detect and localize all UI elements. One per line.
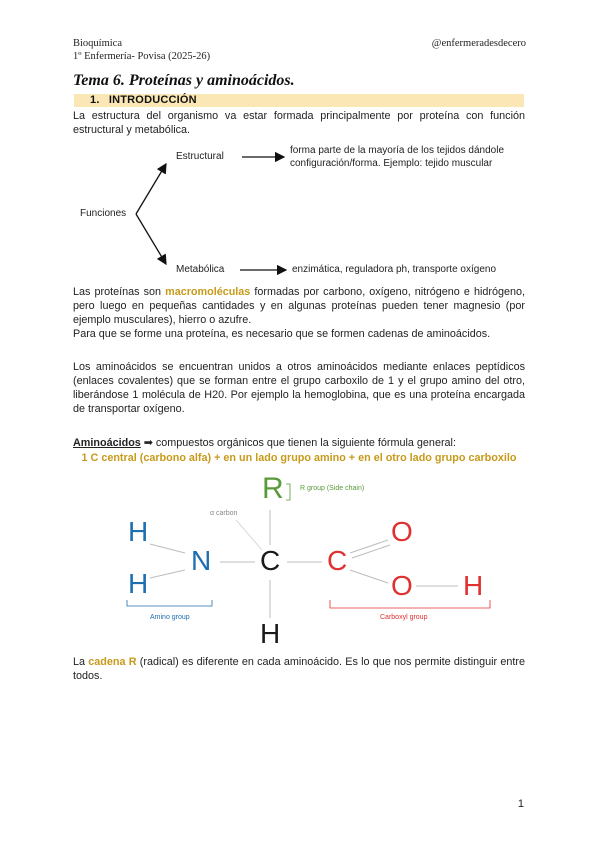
atom-h-bottom: H	[260, 618, 281, 649]
atom-o-bottom: O	[391, 570, 413, 601]
atom-c-alpha: C	[260, 545, 281, 576]
proteins-line2: Para que se forme una proteína, es necesario que se formen cadenas de aminoácidos.	[73, 328, 491, 340]
atom-h-top-left: H	[128, 516, 149, 547]
cadena-r-paragraph	[73, 655, 525, 683]
intro-paragraph: La estructura del organismo va estar formada principalmente por proteína con función estructural y metabólica.	[73, 110, 525, 136]
diagram-estructural-desc-1: forma parte de la mayoría de los tejidos dándole	[290, 145, 505, 156]
atom-r: R	[262, 472, 284, 505]
amino-group-label: Amino group	[150, 614, 190, 621]
bond-c-o-double-1	[350, 540, 388, 553]
diagram-metabolica-label: Metabólica	[176, 264, 225, 275]
page-title: Tema 6. Proteínas y aminoácidos.	[73, 72, 295, 89]
aminoacidos-term: Aminoácidos	[73, 437, 141, 449]
page-number: 1	[517, 798, 524, 810]
bond-c-o-single	[350, 570, 388, 583]
cadena-pre: La	[73, 656, 89, 668]
bond-h-n-top	[150, 544, 185, 553]
section-number: 1.	[90, 94, 100, 106]
aminoacids-paragraph: Los aminoácidos se encuentran unidos a otros aminoácidos mediante enlaces peptídicos (enlaces covalentes) que se forman entre el grupo carboxilo de 1 y el grupo amino del otro, liberándose 1 molécula de H20. Por ejemplo la hemoglobina, que es una proteína encargada de transportar oxígeno.	[73, 361, 525, 415]
macromoleculas-highlight: macromoléculas	[165, 286, 251, 298]
diagram-root-label: Funciones	[80, 208, 127, 219]
diagram-estructural-desc-2: configuración/forma. Ejemplo: tejido muscular	[290, 158, 493, 169]
amino-group-bracket	[127, 600, 212, 606]
header-subject: Bioquímica	[73, 38, 122, 49]
header-handle: @enfermeradesdecero	[431, 38, 526, 49]
proteins-pre: Las proteínas son	[73, 286, 166, 298]
section-label: INTRODUCCIÓN	[108, 94, 197, 106]
bond-h-n-bottom	[150, 570, 185, 578]
atom-c-carboxyl: C	[327, 545, 348, 576]
proteins-post: formadas por carbono, oxígeno, nitrógeno e hidrógeno, pero luego en pequeñas cantidades y en algunas proteínas pueden tener magnesio (por ejemplo musculares), hierro o azufre.	[73, 286, 525, 326]
atom-o-top: O	[391, 516, 413, 547]
bond-c-o-double-2	[352, 545, 390, 558]
cadena-r-highlight: cadena R	[88, 656, 137, 668]
atom-h-right: H	[463, 570, 484, 601]
atom-n: N	[191, 545, 212, 576]
diagram-estructural-label: Estructural	[176, 151, 224, 162]
general-formula: 1 C central (carbono alfa) + en un lado grupo amino + en el otro lado grupo carboxilo	[81, 452, 517, 464]
alpha-carbon-label: α carbon	[210, 510, 238, 517]
atom-h-bottom-left: H	[128, 568, 149, 599]
alpha-carbon-pointer	[236, 520, 262, 550]
r-group-bracket	[286, 484, 290, 500]
carboxyl-group-label: Carboxyl group	[380, 614, 428, 621]
r-group-label: R group (Side chain)	[300, 485, 365, 492]
arrow-right-icon: ➡	[143, 437, 153, 449]
header-course: 1º Enfermería- Povisa (2025-26)	[73, 51, 211, 62]
cadena-post: (radical) es diferente en cada aminoácido. Es lo que nos permite distinguir entre todos.	[73, 656, 525, 682]
aminoacidos-desc: compuestos orgánicos que tienen la siguiente fórmula general:	[152, 437, 456, 449]
diagram-metabolica-desc: enzimática, reguladora ph, transporte oxígeno	[292, 264, 497, 275]
